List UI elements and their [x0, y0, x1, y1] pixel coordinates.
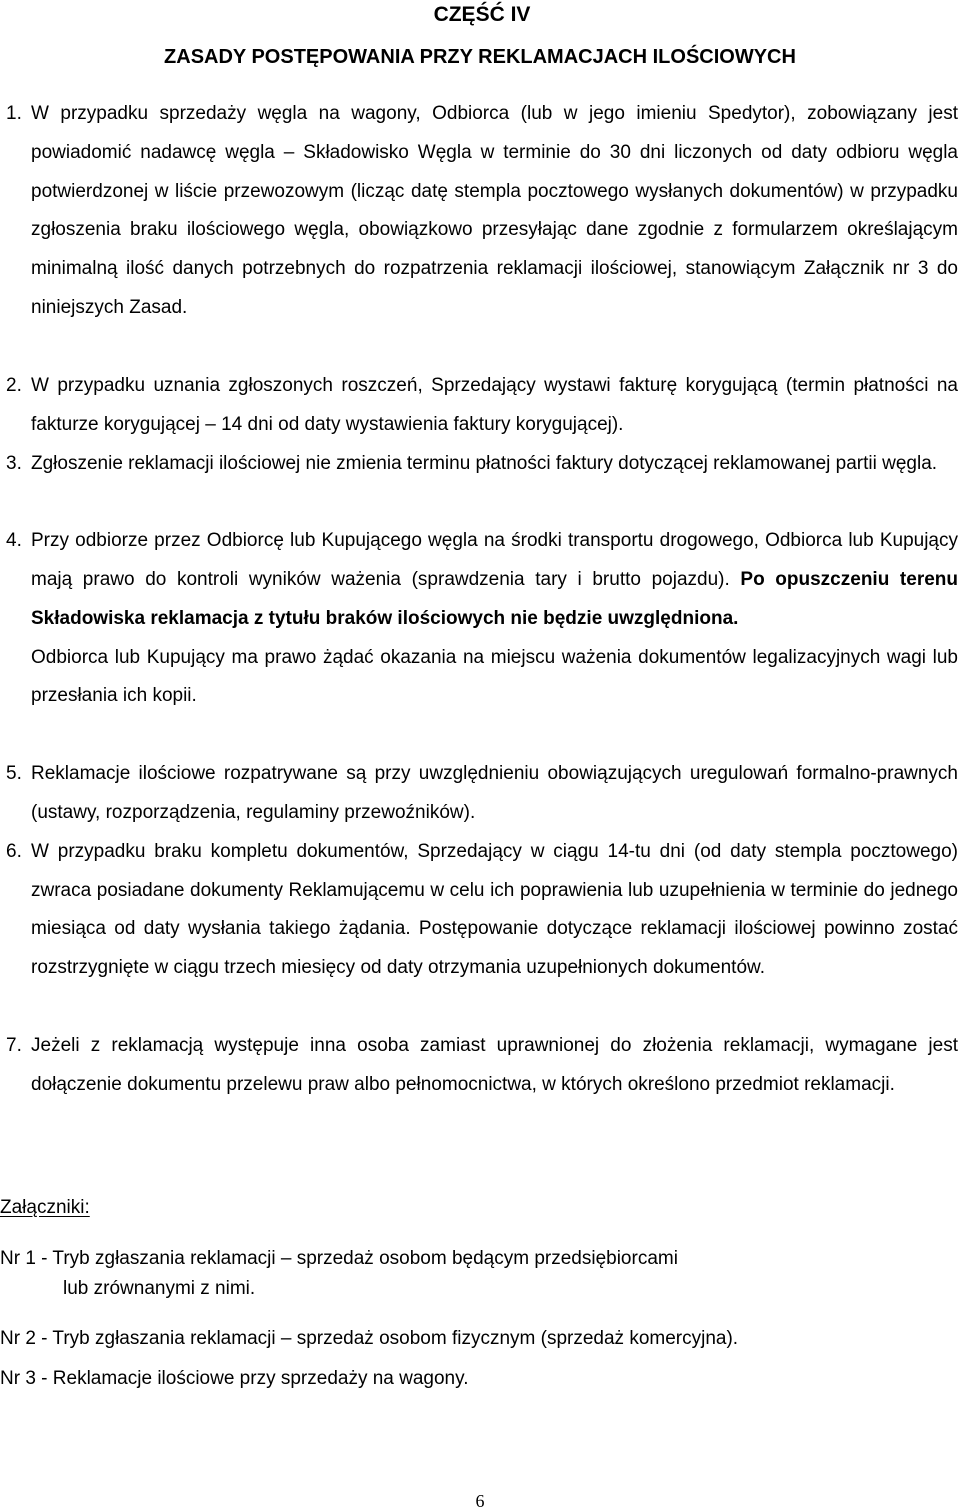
- item-number: 3.: [6, 452, 22, 474]
- list-item-4: [0, 522, 960, 755]
- list-item-2: [0, 367, 960, 445]
- item-number: 6.: [6, 840, 22, 862]
- item-text-bold: Po opuszczeniu terenu Składowiska reklamacja z tytułu braków ilościowych nie będzie uwzględniona.: [31, 568, 959, 629]
- list-item-6: [0, 833, 960, 1027]
- item-number: 5.: [6, 763, 22, 785]
- part-heading: CZĘŚĆ IV: [433, 3, 531, 26]
- section-title: ZASADY POSTĘPOWANIA PRZY REKLAMACJACH ILOŚCIOWYCH: [164, 46, 796, 68]
- item-text: W przypadku braku kompletu dokumentów, Sprzedający w ciągu 14-tu dni (od daty stempla pocztowego) zwraca posiadane dokumenty Reklamującemu w celu ich poprawienia lub uzupełnienia w terminie do jednego miesiąca od daty wysłania takiego żądania. Postępowanie dotyczące reklamacji ilościowej powinno zostać rozstrzygnięte w ciągu trzech miesięcy od daty otrzymania uzupełnionych dokumentów.: [31, 840, 958, 979]
- item-text: W przypadku uznania zgłoszonych roszczeń, Sprzedający wystawi fakturę korygującą (termin płatności na fakturze korygującej – 14 dni od daty wystawienia faktury korygującej).: [31, 375, 958, 435]
- attachment-item-2: [0, 1324, 960, 1364]
- item-text: [31, 522, 958, 638]
- list-item-5: [0, 755, 960, 833]
- attachments-section: [0, 1193, 960, 1389]
- attachment-line: Nr 1 - Tryb zgłaszania reklamacji – sprzedaż osobom będącym przedsiębiorcami: [0, 1248, 678, 1269]
- attachments-title: Załączniki:: [0, 1197, 90, 1218]
- item-text: Zgłoszenie reklamacji ilościowej nie zmienia terminu płatności faktury dotyczącej reklamowanej partii węgla.: [31, 452, 938, 474]
- attachment-item-1: [0, 1244, 960, 1324]
- item-text: W przypadku sprzedaży węgla na wagony, Odbiorca (lub w jego imieniu Spedytor), zobowiązany jest powiadomić nadawcę węgla – Składowisko Węgla w terminie do 30 dni liczonych od daty odbioru węgla potwierdzonej w liście przewozowym (licząc datę stempla pocztowego wysłanych dokumentów) w przypadku zgłoszenia braku ilościowego węgla, obowiązkowo przesyłając dane zgodnie z formularzem określającym minimalną ilość danych potrzebnych do rozpatrzenia reklamacji ilościowej, stanowiącym Załącznik nr 3 do niniejszych Zasad.: [31, 103, 958, 318]
- item-number: 7.: [6, 1034, 22, 1056]
- item-text-plain: Przy odbiorze przez Odbiorcę lub Kupującego węgla na środki transportu drogowego, Odbiorca lub Kupujący mają prawo do kontroli wyników ważenia (sprawdzenia tary i brutto pojazdu).: [31, 530, 958, 590]
- item-text: Jeżeli z reklamacją występuje inna osoba zamiast uprawnionej do złożenia reklamacji, wymagane jest dołączenie dokumentu przelewu praw albo pełnomocnictwa, w których określono przedmiot reklamacji.: [31, 1034, 958, 1095]
- list-item-1: [0, 95, 960, 367]
- list-item-3: [0, 445, 960, 523]
- item-number: 2.: [6, 375, 22, 396]
- list-item-7: [0, 1027, 960, 1143]
- attachment-line: Nr 2 - Tryb zgłaszania reklamacji – sprzedaż osobom fizycznym (sprzedaż komercyjna).: [0, 1328, 739, 1349]
- item-number: 1.: [6, 103, 22, 124]
- attachment-line-continued: lub zrównanymi z nimi.: [63, 1278, 256, 1299]
- rules-list: [0, 95, 960, 1143]
- item-number: 4.: [6, 530, 22, 552]
- attachments-list: [0, 1244, 960, 1404]
- attachment-line: Nr 3 - Reklamacje ilościowe przy sprzedaży na wagony.: [0, 1368, 469, 1389]
- item-text-extra: Odbiorca lub Kupujący ma prawo żądać okazania na miejscu ważenia dokumentów legalizacyjnych wagi lub przesłania ich kopii.: [31, 646, 958, 707]
- item-text: Reklamacje ilościowe rozpatrywane są przy uwzględnieniu obowiązujących uregulowań formalno-prawnych (ustawy, rozporządzenia, regulaminy przewoźników).: [31, 763, 958, 823]
- page-number: 6: [475, 1491, 485, 1511]
- attachment-item-3: [0, 1364, 960, 1404]
